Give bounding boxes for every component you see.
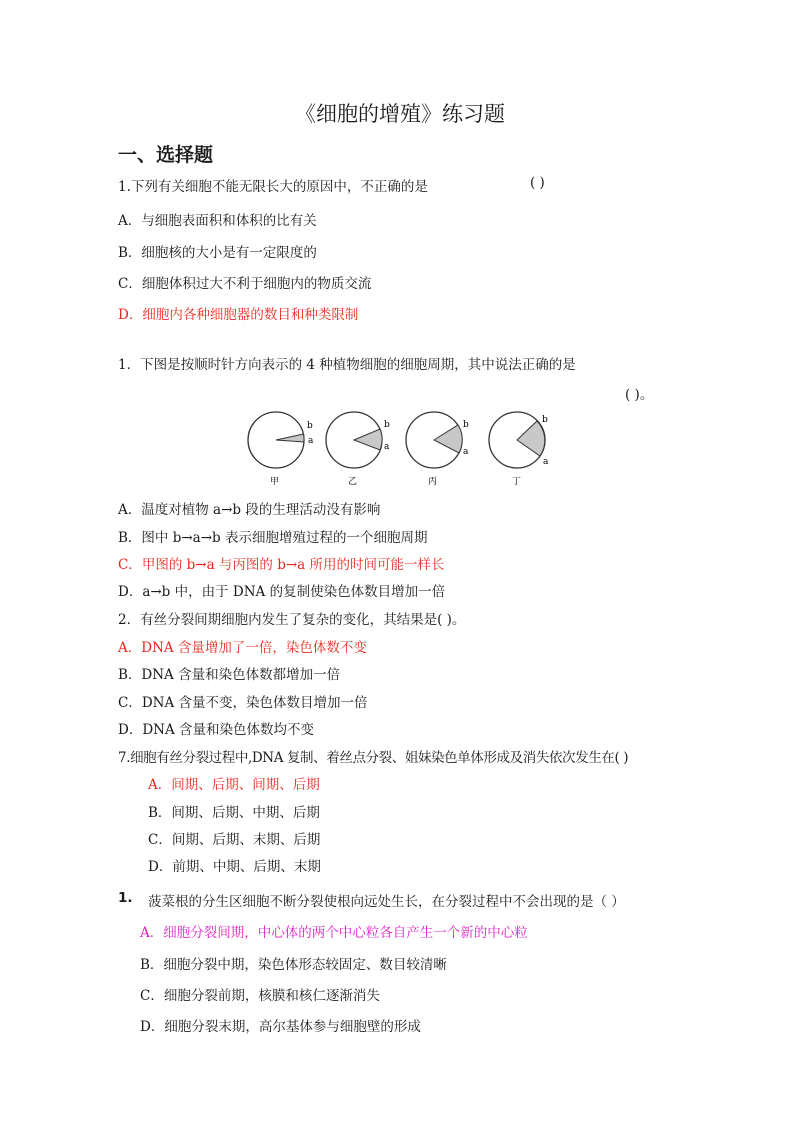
point-label-a: a [308,436,314,446]
question-3-option-c: C．DNA 含量不变，染色体数目增加一倍 [118,695,368,711]
cell-cycle-diagram [246,408,566,492]
diagram-label-ding: 丁 [512,477,522,487]
cell-cycle-ding [489,412,549,487]
question-5-option-c: C．细胞分裂前期，核膜和核仁逐渐消失 [140,988,380,1004]
diagram-label-jia: 甲 [270,477,280,487]
cell-cycle-jia [248,412,314,487]
question-5-option-a-answer: A．细胞分裂间期，中心体的两个中心粒各自产生一个新的中心粒 [140,925,528,941]
question-1-option-d-answer: D．细胞内各种细胞器的数目和种类限制 [118,307,359,323]
question-2-option-c-answer: C．甲图的 b→a 与丙图的 b→a 所用的时间可能一样长 [118,557,445,573]
point-label-a: a [384,442,390,452]
question-1-blank: ( ) [530,175,545,191]
question-3-option-b: B．DNA 含量和染色体数都增加一倍 [118,667,341,683]
diagram-label-yi: 乙 [348,477,358,487]
point-label-b: b [463,420,469,430]
question-3-option-d: D．DNA 含量和染色体数均不变 [118,722,315,738]
question-5-option-d: D．细胞分裂末期，高尔基体参与细胞壁的形成 [140,1019,421,1035]
question-4-option-a-answer: A．间期、后期、间期、后期 [148,777,320,793]
question-2-option-d: D．a→b 中，由于 DNA 的复制使染色体数目增加一倍 [118,584,446,600]
question-3-option-a-answer: A．DNA 含量增加了一倍，染色体数不变 [118,640,367,656]
question-5-stem: 菠菜根的分生区细胞不断分裂使根向远处生长，在分裂过程中不会出现的是（ ） [148,894,625,910]
question-2-stem: 1．下图是按顺时针方向表示的 4 种植物细胞的细胞周期，其中说法正确的是 [118,357,576,373]
diagram-label-bing: 丙 [428,477,438,487]
question-3-stem: 2．有丝分裂间期细胞内发生了复杂的变化，其结果是( )。 [118,612,466,628]
point-label-b: b [307,421,313,431]
question-2-blank: ( )。 [625,387,654,403]
question-1-stem: 1.下列有关细胞不能无限长大的原因中，不正确的是 [118,179,428,195]
question-2-option-a: A．温度对植物 a→b 段的生理活动没有影响 [118,502,381,518]
question-4-option-b: B．间期、后期、中期、后期 [148,805,320,821]
question-1-option-b: B．细胞核的大小是有一定限度的 [118,245,317,261]
point-label-b: b [542,415,548,425]
page-title: 《细胞的增殖》练习题 [295,102,505,126]
section-heading: 一、选择题 [118,144,214,166]
question-1-option-c: C．细胞体积过大不利于细胞内的物质交流 [118,276,372,292]
question-2-option-b: B．图中 b→a→b 表示细胞增殖过程的一个细胞周期 [118,530,428,546]
cell-cycle-bing [406,412,469,487]
question-4-option-c: C．间期、后期、末期、后期 [148,832,321,848]
point-label-b: b [384,420,390,430]
question-5-option-b: B．细胞分裂中期，染色体形态较固定、数目较清晰 [140,957,447,973]
question-4-option-d: D．前期、中期、后期、末期 [148,859,321,875]
cell-cycle-yi [326,412,390,487]
point-label-a: a [543,457,549,467]
question-1-option-a: A．与细胞表面积和体积的比有关 [118,213,317,229]
question-4-stem: 7.细胞有丝分裂过程中,DNA 复制、着丝点分裂、姐妹染色单体形成及消失依次发生在( ) [118,750,629,766]
point-label-a: a [463,447,469,457]
question-5-number: 1. [118,890,133,906]
